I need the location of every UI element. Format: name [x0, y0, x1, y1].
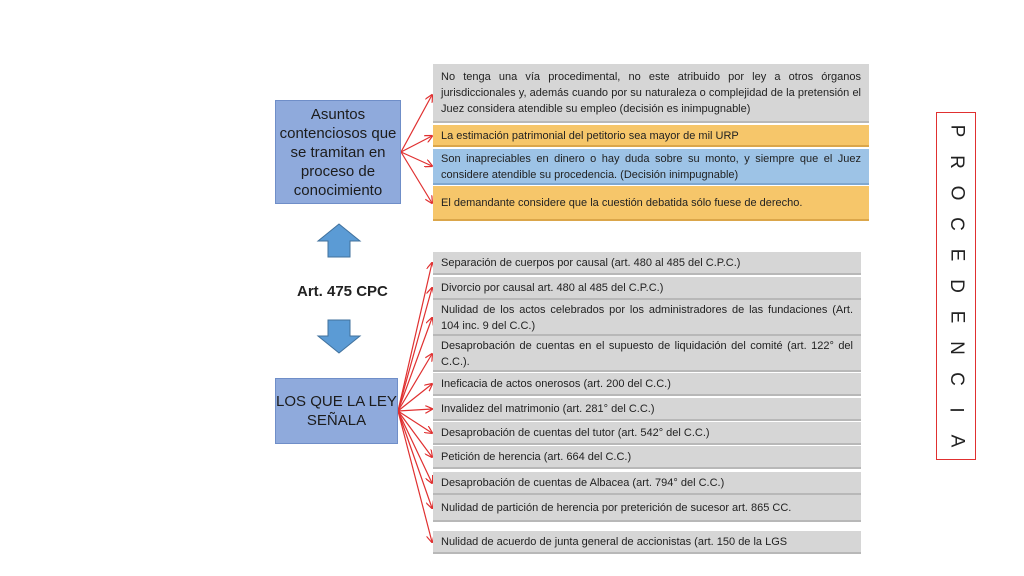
vertical-letter: D	[945, 279, 967, 293]
vertical-letter: C	[945, 217, 967, 231]
top-item	[433, 149, 869, 185]
bottom-item-text: Invalidez del matrimonio (art. 281° del C.C.)	[441, 403, 655, 415]
bottom-item	[433, 531, 861, 554]
bottom-item-text: Desaprobación de cuentas en el supuesto de liquidación del comité (art. 122° del C.C.).	[441, 340, 853, 368]
top-item-text: El demandante considere que la cuestión debatida sólo fuese de derecho.	[441, 197, 803, 209]
bottom-item	[433, 422, 861, 445]
bottom-item	[433, 336, 861, 372]
top-group-title-box	[275, 100, 401, 204]
connector-arrow	[398, 411, 432, 542]
top-item	[433, 125, 869, 147]
up-arrow-icon	[318, 224, 360, 257]
bottom-item	[433, 446, 861, 469]
bottom-item	[433, 277, 861, 300]
top-item	[433, 64, 869, 123]
vertical-letter: N	[945, 341, 967, 355]
connector-arrow	[398, 288, 432, 411]
bottom-item-text: Divorcio por causal art. 480 al 485 del C.P.C.)	[441, 282, 664, 294]
bottom-item-text: Desaprobación de cuentas de Albacea (art. 794° del C.C.)	[441, 477, 725, 489]
connector-arrow	[398, 354, 432, 411]
top-item	[433, 186, 869, 221]
bottom-item	[433, 252, 861, 275]
vertical-letter: E	[946, 310, 967, 324]
top-item-text: No tenga una vía procedimental, no este atribuido por ley a otros órganos jurisdiccionales y, además cuando por su naturaleza o complejidad de la pretensión el Juez considera atendible su empleo (decisión es inimpugnable)	[441, 71, 861, 115]
vertical-letter: C	[945, 372, 967, 386]
bottom-item-text: Ineficacia de actos onerosos (art. 200 del C.C.)	[441, 378, 671, 390]
bottom-group-title: LOS QUE LA LEY SEÑALA	[276, 393, 397, 429]
vertical-letter: R	[945, 155, 967, 169]
bottom-item-text: Petición de herencia (art. 664 del C.C.)	[441, 451, 632, 463]
vertical-letter: O	[946, 185, 967, 201]
down-arrow-icon	[318, 320, 360, 353]
vertical-letter: P	[946, 124, 967, 138]
top-item-text: La estimación patrimonial del petitorio sea mayor de mil URP	[441, 130, 739, 142]
vertical-letter: E	[946, 248, 967, 262]
connector-arrow	[398, 411, 432, 508]
bottom-item	[433, 300, 861, 336]
connector-arrow	[398, 409, 432, 411]
connector-arrow	[398, 411, 432, 457]
bottom-item-text: Nulidad de acuerdo de junta general de accionistas (art. 150 de la LGS	[441, 536, 788, 548]
bottom-item-text: Nulidad de los actos celebrados por los administradores de las fundaciones (Art. 104 inc. 9 del C.C.)	[441, 304, 853, 332]
top-item-text: Son inapreciables en dinero o hay duda sobre su monto, y siempre que el Juez considere atendible su procedencia. (Decisión inimpugnable)	[441, 153, 861, 181]
bottom-item-text: Nulidad de partición de herencia por preterición de sucesor art. 865 CC.	[441, 502, 792, 514]
vertical-letter: A	[946, 434, 967, 448]
procedencia-vertical-label	[936, 112, 976, 460]
bottom-item-text: Separación de cuerpos por causal (art. 480 al 485 del C.P.C.)	[441, 257, 741, 269]
top-group-title: Asuntos contenciosos que se tramitan en proceso de conocimiento	[279, 105, 397, 199]
bottom-item	[433, 495, 861, 522]
bottom-item	[433, 373, 861, 396]
center-label: Art. 475 CPC	[297, 283, 388, 300]
vertical-letter: I	[946, 407, 967, 413]
bottom-item-text: Desaprobación de cuentas del tutor (art. 542° del C.C.)	[441, 427, 710, 439]
bottom-group-title-box	[275, 378, 398, 444]
bottom-item	[433, 472, 861, 495]
bottom-item	[433, 398, 861, 421]
